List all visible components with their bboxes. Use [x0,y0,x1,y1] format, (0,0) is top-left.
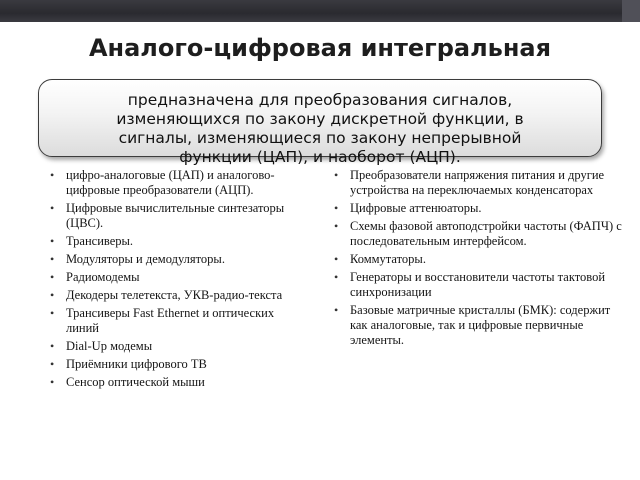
list-item-text: Модуляторы и демодуляторы. [66,252,225,266]
list-item-text: цифро-аналоговые (ЦАП) и аналогово-цифровые преобразователи (АЦП). [66,168,275,197]
definition-callout-text: предназначена для преобразования сигналов, изменяющихся по закону дискретной функции, в сигналы, изменяющиеся по закону непрерывной функции (ЦАП), и наоборот (АЦП). [116,91,524,166]
list-item [332,252,622,267]
list-item [48,306,310,336]
list-item [332,303,622,348]
list-item-text: Сенсор оптической мыши [66,375,205,389]
list-item [48,339,310,354]
list-item [48,357,310,372]
list-item-text: Трансиверы Fast Ethernet и оптических линий [66,306,275,335]
list-item-text: Генераторы и восстановители частоты тактовой синхронизации [350,270,606,299]
bullet-icon: • [50,357,55,371]
list-item-text: Схемы фазовой автоподстройки частоты (ФАПЧ) с последовательным интерфейсом. [350,219,622,248]
list-item-text: Трансиверы. [66,234,134,248]
list-item [48,234,310,249]
bullet-icon: • [50,270,55,284]
list-item [332,219,622,249]
bullet-icon: • [334,252,339,266]
bullet-icon: • [50,339,55,353]
bullet-icon: • [50,306,55,320]
bullet-icon: • [334,168,339,182]
list-item-text: Декодеры телетекста, УКВ-радио-текста [66,288,283,302]
bullet-icon: • [50,252,55,266]
list-item-text: Цифровые аттенюаторы. [350,201,482,215]
top-bar [0,0,640,22]
top-bar-accent [622,0,640,22]
right-bullet-list [332,168,622,351]
bullet-icon: • [50,168,55,182]
bullet-icon: • [334,219,339,233]
bullet-icon: • [334,270,339,284]
bullet-icon: • [50,201,55,215]
list-item-text: Радиомодемы [66,270,140,284]
list-item [332,270,622,300]
list-item-text: Dial-Up модемы [66,339,153,353]
list-item [48,288,310,303]
list-item [48,270,310,285]
list-item-text: Преобразователи напряжения питания и другие устройства на переключаемых конденсаторах [350,168,605,197]
list-item-text: Цифровые вычислительные синтезаторы (ЦВС). [66,201,285,230]
list-item [48,375,310,390]
bullet-icon: • [50,375,55,389]
bullet-icon: • [334,201,339,215]
list-item [48,201,310,231]
list-item [48,252,310,267]
list-item-text: Коммутаторы. [350,252,426,266]
left-bullet-list [48,168,310,393]
bullet-icon: • [50,288,55,302]
list-item [48,168,310,198]
list-item-text: Приёмники цифрового ТВ [66,357,207,371]
list-item-text: Базовые матричные кристаллы (БМК): содержит как аналоговые, так и цифровые первичные элементы. [350,303,611,347]
bullet-icon: • [334,303,339,317]
bullet-icon: • [50,234,55,248]
list-item [332,168,622,198]
slide-title: Аналого-цифровая интегральная [88,34,552,62]
list-item [332,201,622,216]
